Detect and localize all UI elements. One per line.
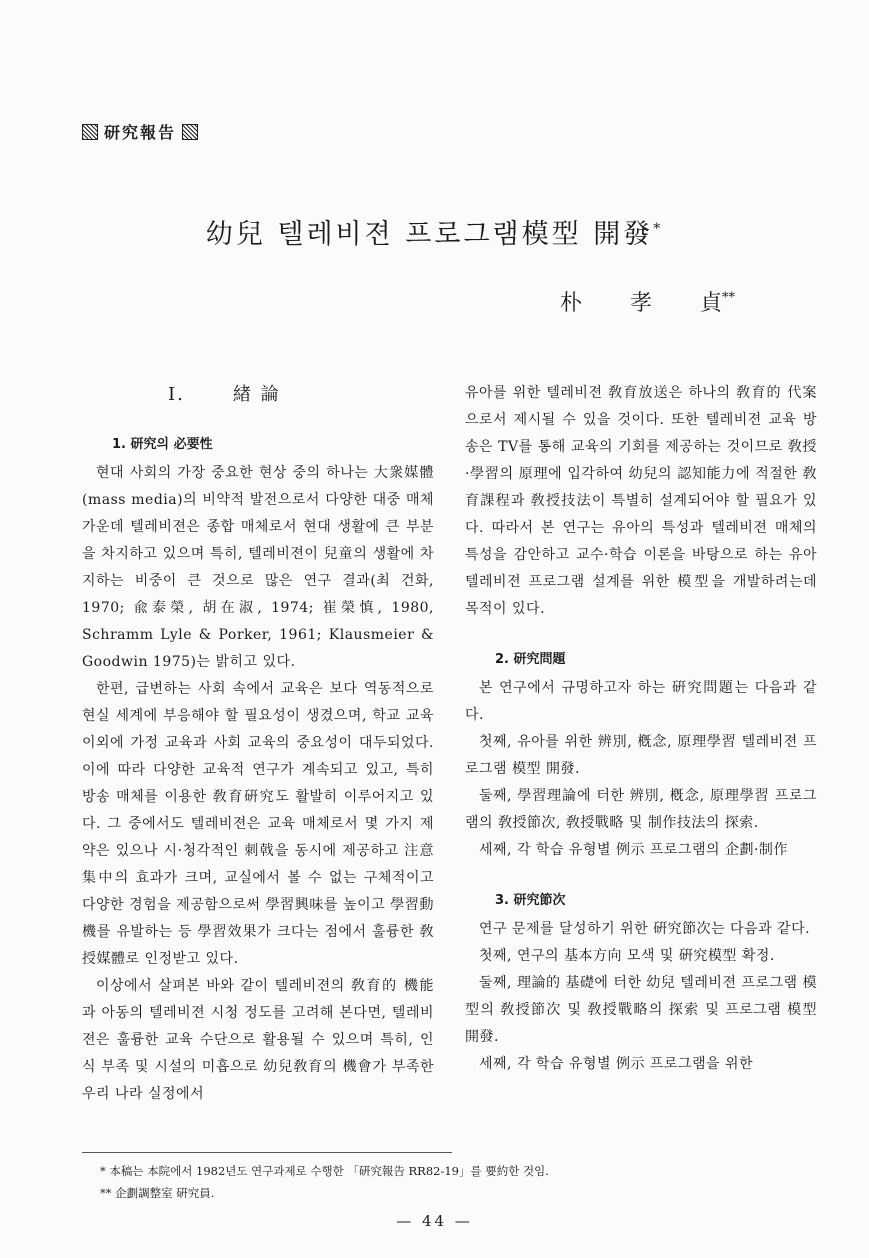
paragraph: 현대 사회의 가장 중요한 현상 중의 하나는 大衆媒體(mass media)의 비약적 발전으로서 다양한 대중 매체 가운데 텔레비젼은 종합 매체로서 현대 생활에 큰 부분을 차지하고 있으며 특히, 텔레비젼이 兒童의 생활에 차지하는 비중이 큰 것으로 많은 연구 결과(최 건화, 1970; 兪泰榮, 胡在淑, 1974; 崔榮慎, 1980, Schramm Lyle & Porker, 1961; Klausmeier & Goodwin 1975)는 밝히고 있다. — [82, 465, 434, 670]
title-footnote-mark: * — [653, 221, 664, 237]
problem-item: 세째, 각 학습 유형별 例示 프로그램의 企劃·制作 — [479, 842, 788, 858]
chapter-heading — [168, 380, 434, 406]
section-tag — [82, 120, 198, 143]
page-number: — 44 — — [396, 1212, 473, 1230]
paragraph: 한편, 급변하는 사회 속에서 교육은 보다 역동적으로 현실 세계에 부응해야 할 필요성이 생겼으며, 학교 교육 이외에 가정 교육과 사회 교육의 중요성이 대두되었다. 이에 따라 다양한 교육적 연구가 계속되고 있고, 특히 방송 매체를 이용한 敎育硏究도 활발히 이루어지고 있다. 그 중에서도 텔레비젼은 교육 매체로서 몇 가지 제약은 있으나 시·청각적인 刺戟을 동시에 제공하고 注意集中의 효과가 크며, 교실에서 볼 수 없는 구체적이고 다양한 경험을 제공함으로써 學習興味를 높이고 學習動機를 유발하는 등 學習效果가 크다는 점에서 훌륭한 敎授媒體로 인정받고 있다. — [82, 681, 434, 967]
paragraph: 연구 문제를 달성하기 위한 硏究節次는 다음과 같다. — [479, 921, 811, 937]
footnote-2: ** 企劃調整室 硏究員. — [100, 1186, 215, 1200]
sub-heading-necessity: 1. 研究의 必要性 — [112, 437, 213, 452]
paper-title — [0, 212, 869, 251]
left-column — [82, 380, 434, 1108]
author-char-3: 貞 — [700, 291, 723, 316]
paper-title-text: 幼兒 텔레비젼 프로그램模型 開發 — [205, 219, 654, 250]
paragraph: 본 연구에서 규명하고자 하는 硏究問題는 다음과 같다. — [465, 680, 817, 723]
author-char-3-wrap — [700, 286, 735, 317]
problem-item: 첫째, 유아를 위한 辨別, 槪念, 原理學習 텔레비젼 프로그램 模型 開發. — [465, 734, 817, 777]
chapter-number: I. — [168, 384, 185, 405]
hatched-square-icon — [82, 124, 98, 140]
procedure-item: 세째, 각 학습 유형별 例示 프로그램을 위한 — [479, 1056, 754, 1072]
author-name — [560, 286, 735, 317]
author-char-2: 孝 — [630, 291, 653, 316]
paragraph-continued: 유아를 위한 텔레비젼 敎育放送은 하나의 敎育的 代案으로서 제시될 수 있을 것이다. 또한 텔레비젼 교육 방송은 TV를 통해 교육의 기회를 제공하는 것이므로 敎授·學習의 原理에 입각하여 幼兒의 認知能力에 적절한 敎育課程과 敎授技法이 특별히 설계되어야 할 필요가 있다. 따라서 본 연구는 유아의 특성과 텔레비젼 매체의 특성을 감안하고 교수·학습 이론을 바탕으로 하는 유아 텔레비젼 프로그램 설계를 위한 模型을 개발하려는데 목적이 있다. — [465, 385, 817, 617]
problem-item: 둘째, 學習理論에 터한 辨別, 槪念, 原理學習 프로그램의 敎授節次, 敎授戰略 및 制作技法의 探索. — [465, 788, 817, 831]
chapter-name: 緖 論 — [232, 384, 281, 405]
author-char-1: 朴 — [560, 291, 583, 316]
footnote-1: * 本稿는 本院에서 1982년도 연구과제로 수행한 「硏究報告 RR82-19」를 要約한 것임. — [100, 1164, 549, 1178]
hatched-square-icon — [182, 124, 198, 140]
sub-heading-problems: 2. 研究問題 — [495, 652, 566, 667]
sub-heading-procedure: 3. 研究節次 — [495, 893, 566, 908]
section-tag-label: 研究報告 — [104, 123, 177, 142]
footnotes — [100, 1160, 549, 1204]
paragraph: 이상에서 살펴본 바와 같이 텔레비젼의 敎育的 機能과 아동의 텔레비젼 시청 정도를 고려해 본다면, 텔레비젼은 훌륭한 교육 수단으로 활용될 수 있으며 특히, 인식 부족 및 시설의 미흡으로 幼兒敎育의 機會가 부족한 우리 나라 실정에서 — [82, 978, 434, 1102]
right-column — [465, 380, 817, 1078]
procedure-item: 첫째, 연구의 基本方向 모색 및 硏究模型 확정. — [479, 948, 775, 964]
author-footnote-mark: ** — [722, 290, 736, 306]
footnote-divider — [82, 1152, 452, 1153]
procedure-item: 둘째, 理論的 基礎에 터한 幼兒 텔레비젼 프로그램 模型의 敎授節次 및 敎授戰略의 探索 및 프로그램 模型 開發. — [465, 975, 817, 1045]
